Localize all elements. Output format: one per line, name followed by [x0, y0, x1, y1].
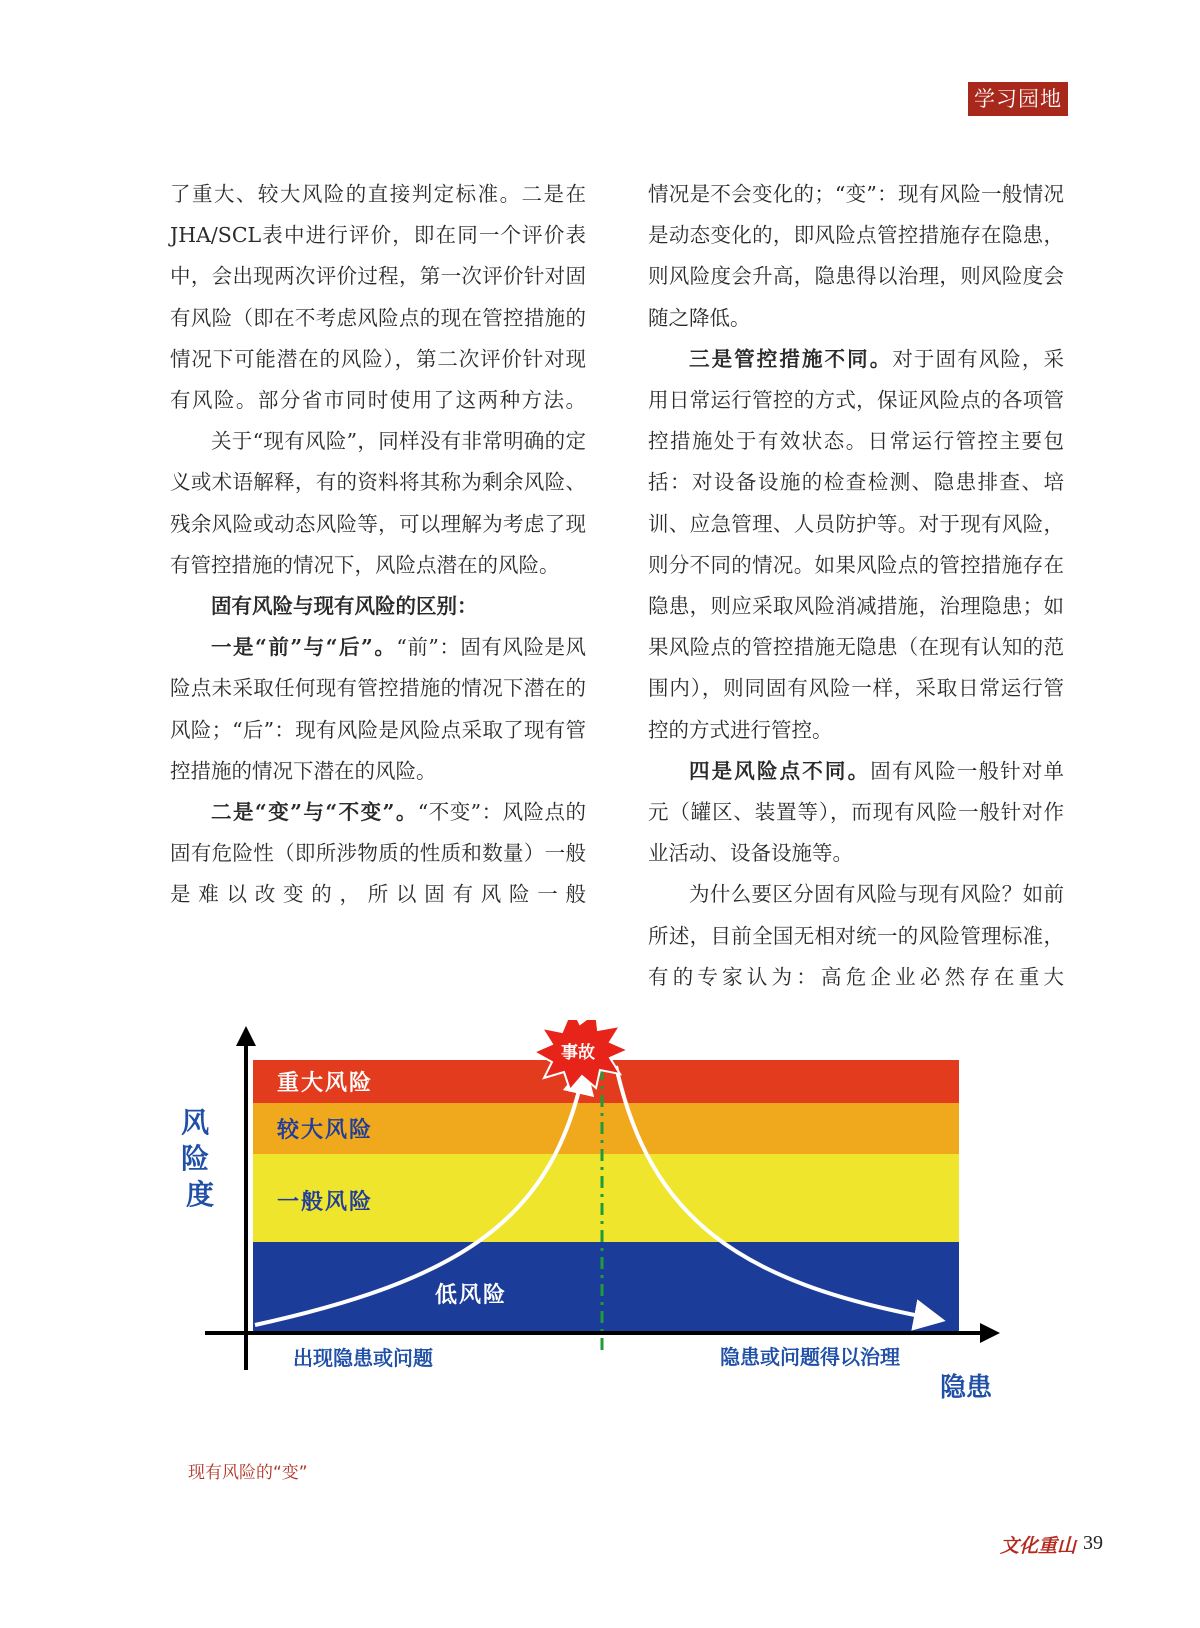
x-axis-arrow-icon [980, 1323, 1000, 1343]
band-label: 一般风险 [277, 1190, 374, 1215]
paragraph: 情况是不会变化的；“变”：现有风险一般情况是动态变化的，即风险点管控措施存在隐患，则风险度会升高，隐患得以治理，则风险度会随之降低。 [648, 182, 1064, 330]
paragraph [170, 627, 586, 792]
x-label-right: 隐患或问题得以治理 [720, 1345, 900, 1369]
paragraph: 了重大、较大风险的直接判定标准。二是在JHA/SCL表中进行评价，即在同一个评价表中，会出现两次评价过程，第一次评价针对固有风险（即在不考虑风险点的现在管控措施的情况下可能潜在的风险），第二次评价针对现有风险。部分省市同时使用了这两种方法。 [170, 182, 586, 413]
x-label-left: 出现隐患或问题 [293, 1346, 433, 1370]
page-number: 39 [1083, 1532, 1103, 1554]
keyword-phrase: 四是风险点不同。 [689, 758, 871, 783]
paragraph-text: 对于固有风险，采用日常运行管控的方式，保证风险点的各项管控措施处于有效状态。日常运行管控主要包括：对设备设施的检查检测、隐患排查、培训、应急管理、人员防护等。对于现有风险，则分不同的情况。如果风险点的管控措施存在隐患，则应采取风险消减措施，治理隐患；如果风险点的管控措施无隐患（在现有认知的范围内），则同固有风险一样，采取日常运行管控的方式进行管控。 [648, 346, 1064, 742]
figure-caption: 现有风险的“变” [188, 1463, 308, 1483]
x-axis-label: 隐患 [940, 1373, 993, 1403]
band-label: 低风险 [435, 1283, 508, 1308]
right-column [648, 174, 1064, 998]
footer-brand-logo: 文化重山 [1000, 1535, 1077, 1557]
y-axis-arrow-icon [236, 1026, 256, 1046]
band-label: 重大风险 [277, 1071, 374, 1096]
keyword-phrase: 一是“前”与“后”。 [211, 635, 397, 660]
risk-diagram [160, 1020, 1040, 1440]
section-heading: 固有风险与现有风险的区别： [211, 594, 478, 619]
left-column [170, 174, 586, 916]
y-axis-label: 风 险 度 [181, 1106, 215, 1211]
band-low-risk [253, 1242, 959, 1332]
paragraph [170, 792, 586, 916]
keyword-phrase: 二是“变”与“不变”。 [211, 800, 418, 825]
paragraph: 为什么要区分固有风险与现有风险？如前所述，目前全国无相对统一的风险管理标准，有的专家认为：高危企业必然存在重大 [648, 882, 1064, 989]
band-label: 较大风险 [277, 1118, 374, 1143]
paragraph-text: “前”：固有风险是风险点未采取任何现有管控措施的情况下潜在的风险；“后”：现有风险是风险点采取了现有管控措施的情况下潜在的风险。 [170, 635, 586, 783]
paragraph [648, 339, 1064, 751]
paragraph-text: 固有风险一般针对单元（罐区、装置等），而现有风险一般针对作业活动、设备设施等。 [648, 758, 1064, 866]
paragraph: 关于“现有风险”，同样没有非常明确的定义或术语解释，有的资料将其称为剩余风险、残余风险或动态风险等，可以理解为考虑了现有管控措施的情况下，风险点潜在的风险。 [170, 429, 586, 577]
section-tag: 学习园地 [968, 82, 1068, 116]
keyword-phrase: 三是管控措施不同。 [689, 346, 893, 371]
paragraph-text: “不变”：风险点的固有危险性（即所涉物质的性质和数量）一般是难以改变的，所以固有风险一般 [170, 800, 586, 907]
paragraph [648, 751, 1064, 875]
accident-label: 事故 [561, 1043, 595, 1063]
